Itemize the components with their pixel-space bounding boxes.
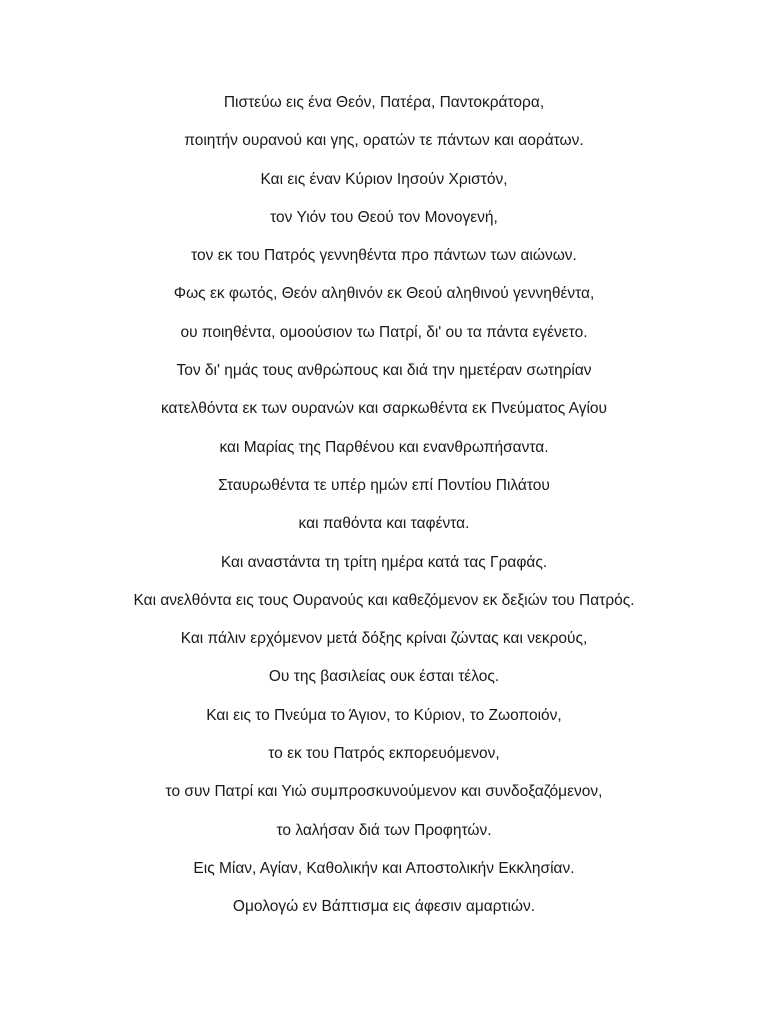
creed-line: Ομολογώ εν Βάπτισμα εις άφεσιν αμαρτιών. [232,898,536,916]
creed-line: Εις Μίαν, Αγίαν, Καθολικήν και Αποστολικήν Εκκλησίαν. [193,859,575,877]
creed-line: Τον δι' ημάς τους ανθρώπους και διά την ημετέραν σωτηρίαν [176,362,592,380]
creed-line: ποιητήν ουρανού και γης, ορατών τε πάντων και αοράτων. [184,132,584,150]
creed-line: Και πάλιν ερχόμενον μετά δόξης κρίναι ζώντας και νεκρούς, [180,630,588,648]
creed-line: Και εις έναν Κύριον Ιησούν Χριστόν, [260,170,508,188]
creed-line: ου ποιηθέντα, ομοούσιον τω Πατρί, δι' ου τα πάντα εγένετο. [180,323,588,341]
creed-line: Πιστεύω εις ένα Θεόν, Πατέρα, Παντοκράτορα, [223,94,545,111]
creed-line: το συν Πατρί και Υιώ συμπροσκυνούμενον και συνδοξαζόμενον, [165,783,603,801]
creed-line: και Μαρίας της Παρθένου και ενανθρωπήσαντα. [219,438,549,456]
creed-line: Σταυρωθέντα τε υπέρ ημών επί Ποντίου Πιλάτου [218,476,550,494]
creed-line: το λαλήσαν διά των Προφητών. [276,821,492,839]
creed-line: το εκ του Πατρός εκπορευόμενον, [268,745,500,763]
creed-line: και παθόντα και ταφέντα. [298,515,470,533]
creed-line: Και εις το Πνεύμα το Άγιον, το Κύριον, το Ζωοποιόν, [206,706,562,724]
creed-line: Και αναστάντα τη τρίτη ημέρα κατά τας Γραφάς. [220,553,548,571]
creed-line: κατελθόντα εκ των ουρανών και σαρκωθέντα εκ Πνεύματος Αγίου [161,400,607,418]
creed-line: Και ανελθόντα εις τους Ουρανούς και καθεζόμενον εκ δεξιών του Πατρός. [133,591,635,609]
creed-line: Φως εκ φωτός, Θεόν αληθινόν εκ Θεού αληθινού γεννηθέντα, [173,285,595,303]
creed-text-block [0,92,768,935]
creed-line: τον εκ του Πατρός γεννηθέντα προ πάντων των αιώνων. [191,247,577,265]
creed-line: Ου της βασιλείας ουκ έσται τέλος. [268,668,500,686]
creed-line: τον Υιόν του Θεού τον Μονογενή, [270,208,498,226]
